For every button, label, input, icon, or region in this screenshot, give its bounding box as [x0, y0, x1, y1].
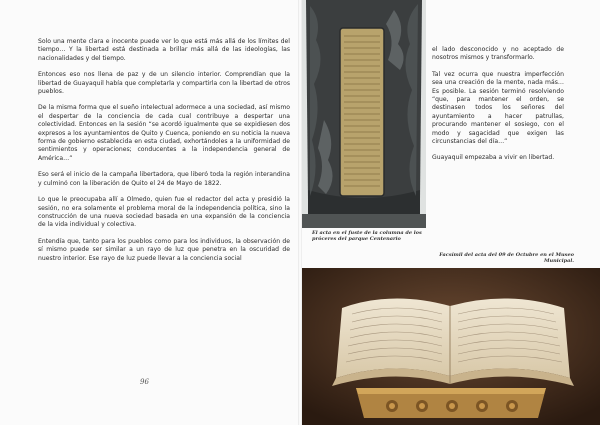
right-paragraph-3: Guayaquil empezaba a vivir en libertad. — [432, 154, 555, 162]
open-book-photo — [302, 268, 600, 425]
right-paragraph-2: Tal vez ocurra que nuestra imperfección sea una creación de la mente, nada más…Es posible. La sesión terminó resolviendo “que, para mantener el orden, se destinasen todos los señores del ayuntamiento a hacer patrullas, procurando mantener el sosiego, con el modo y sagacidad que exigen las circunstancias del día…” — [432, 70, 564, 146]
left-paragraph-6: Entendía que, tanto para los pueblos como para los individuos, la observación de sí mismo puede ser similar a un rayo de luz que penetra en la oscuridad de nuestro interior. Ese rayo de luz puede llevar a la conciencia social — [38, 237, 290, 262]
left-page-text — [38, 38, 290, 271]
left-paragraph-5: Lo que le preocupaba allí a Olmedo, quien fue el redactor del acta y presidió la sesión, no era solamente el problema moral de la independencia política, sino la construcción de una nueva sociedad basada en una expansión de la conciencia de la vida individual y colectiva. — [38, 196, 290, 229]
left-paragraph-3: De la misma forma que el sueño intelectual adormece a una sociedad, así mismo el despertar de la conciencia de cada cual contribuye a despertar una colectividad. Entonces en la sesión “se acordó igualmente que se expidiesen dos expresos a los ayuntamientos de Quito y Cuenca, poniendo en su noticia la nueva forma de gobierno establecida en esta ciudad, exhortándoles a la uniformidad de sentimientos y operaciones; conducentes a la independencia general de América…” — [38, 104, 290, 162]
left-paragraph-4: Eso será el inicio de la campaña libertadora, que liberó toda la región interandina y culminó con la liberación de Quito el 24 de Mayo de 1822. — [38, 171, 290, 187]
page-number: 96 — [140, 378, 149, 386]
left-paragraph-2: Entonces eso nos llena de paz y de un silencio interior. Comprendían que la libertad de Guayaquil había que completarla y compartirla con la libertad de otros pueblos. — [38, 71, 290, 96]
right-page-text — [432, 46, 564, 171]
caption-book-photo: Facsímil del acta del 09 de Octubre en el Museo Municipal. — [439, 252, 574, 265]
left-paragraph-1: Solo una mente clara e inocente puede ver lo que está más allá de los límites del tiempo… Y la libertad está destinada a brillar más allá de las ideologías, las nacionalidades y del tiempo. — [38, 38, 290, 62]
right-paragraph-1: el lado desconocido y no aceptado de nosotros mismos y transformarlo. — [432, 46, 564, 62]
column-photo — [302, 0, 426, 228]
caption-column-photo: El acta en el fuste de la columna de los próceres del parque Centenario — [312, 230, 422, 243]
